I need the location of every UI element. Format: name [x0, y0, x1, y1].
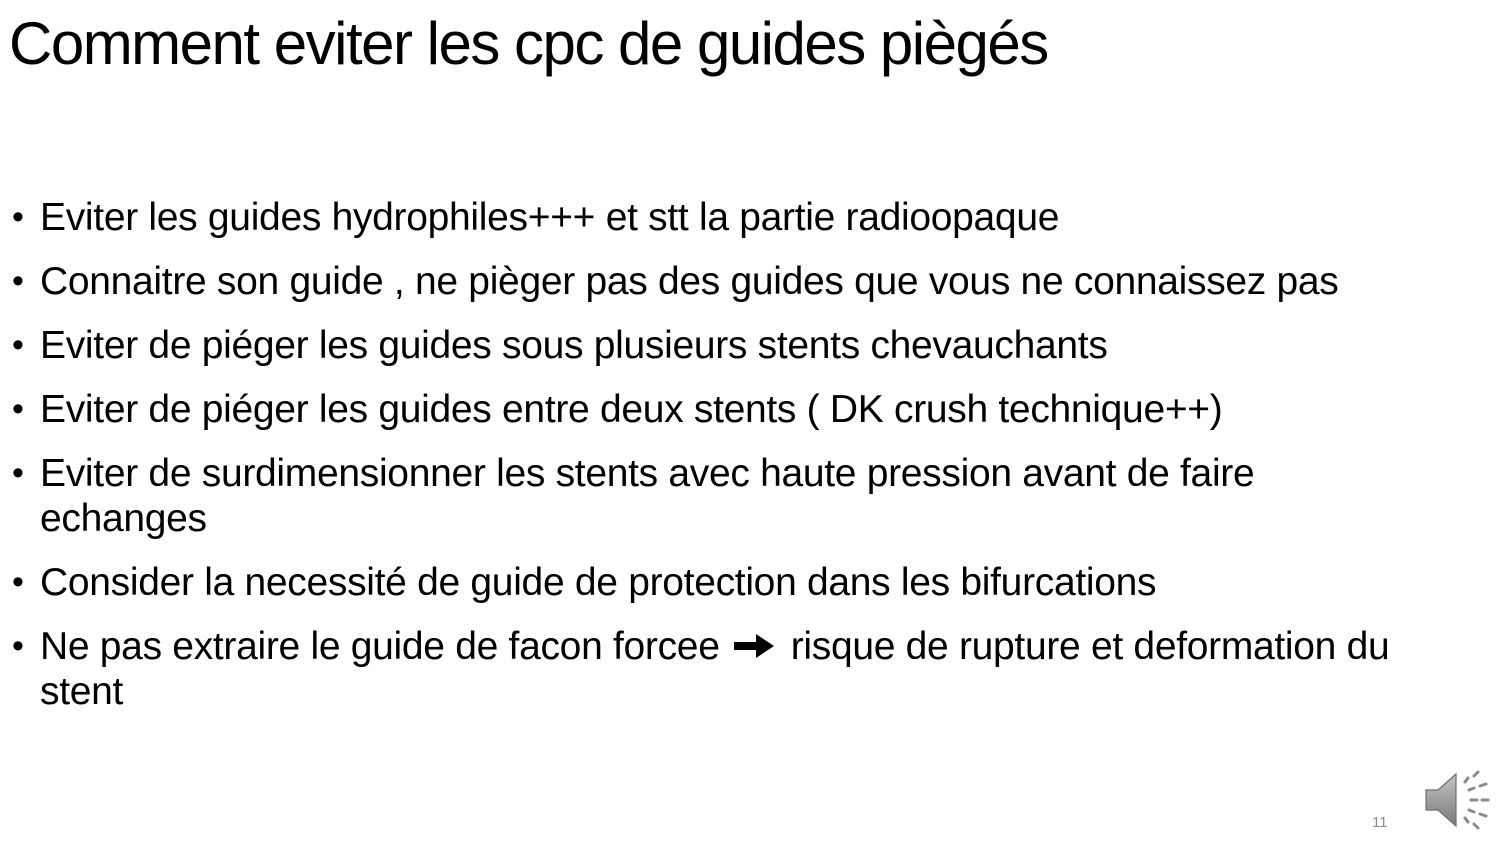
bullet-text: Eviter de piéger les guides entre deux stents ( DK crush technique++) [40, 388, 1223, 431]
bullet-item [0, 624, 1420, 714]
bullet-dot-icon: • [12, 627, 24, 665]
bullet-item [0, 195, 1420, 240]
bullet-dot-icon: • [12, 326, 24, 364]
bullet-dot-icon: • [12, 262, 24, 300]
bullet-item [0, 560, 1420, 605]
bullet-text: Eviter de surdimensionner les stents avec haute pression avant de faire echanges [40, 452, 1255, 540]
bullet-text: Eviter les guides hydrophiles+++ et stt la partie radioopaque [40, 196, 1060, 239]
bullet-text-before-arrow: Ne pas extraire le guide de facon forcee [40, 625, 720, 668]
bullet-dot-icon: • [12, 198, 24, 236]
bullet-dot-icon: • [12, 390, 24, 428]
bullet-item [0, 323, 1420, 368]
bullet-item [0, 451, 1420, 541]
speaker-icon[interactable] [1422, 768, 1490, 832]
slide-number: 11 [1372, 814, 1388, 831]
bullet-text: Consider la necessité de guide de protection dans les bifurcations [40, 561, 1157, 604]
bullet-dot-icon: • [12, 563, 24, 601]
right-arrow-icon [732, 632, 776, 660]
bullet-text: Connaitre son guide , ne piѐger pas des guides que vous ne connaissez pas [40, 260, 1339, 303]
bullet-item [0, 259, 1420, 304]
bullet-item [0, 387, 1420, 432]
bullet-text: Eviter de piéger les guides sous plusieurs stents chevauchants [40, 324, 1108, 367]
bullet-text-after-arrow: risque de rupture et deformation du stent [40, 625, 1390, 713]
bullet-list [0, 195, 1420, 733]
bullet-dot-icon: • [12, 454, 24, 492]
slide-title: Comment eviter les cpc de guides piègés [9, 10, 1048, 77]
